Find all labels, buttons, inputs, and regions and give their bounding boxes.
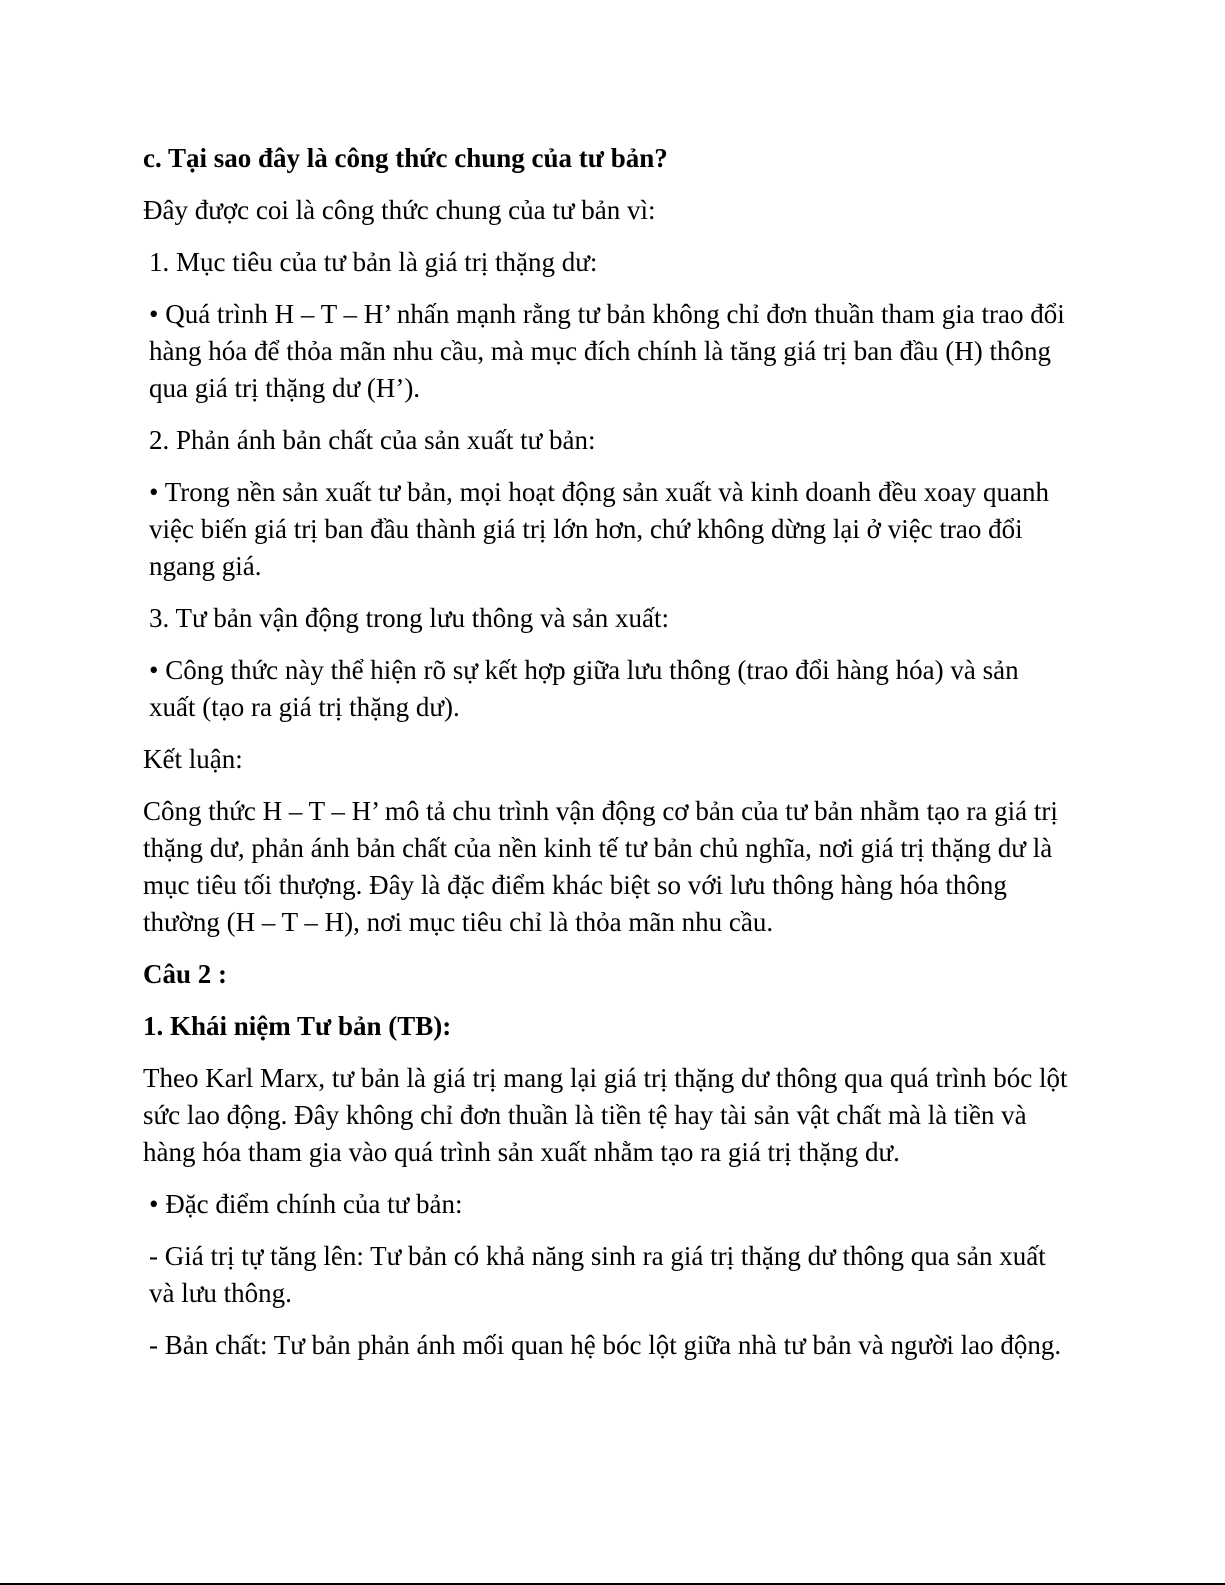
numbered-item-2: 2. Phản ánh bản chất của sản xuất tư bản: — [149, 425, 596, 455]
bullet-paragraph-3: • Công thức này thể hiện rõ sự kết hợp giữa lưu thông (trao đổi hàng hóa) và sản xuất (tạo ra giá trị thặng dư). — [149, 655, 1019, 722]
numbered-item-3: 3. Tư bản vận động trong lưu thông và sản xuất: — [149, 603, 669, 633]
document-body — [143, 140, 1068, 1379]
dash-item-value: - Giá trị tự tăng lên: Tư bản có khả năng sinh ra giá trị thặng dư thông qua sản xuất và lưu thông. — [149, 1241, 1046, 1308]
definition-paragraph: Theo Karl Marx, tư bản là giá trị mang lại giá trị thặng dư thông qua quá trình bóc lột sức lao động. Đây không chỉ đơn thuần là tiền tệ hay tài sản vật chất mà là tiền và hàng hóa tham gia vào quá trình sản xuất nhằm tạo ra giá trị thặng dư. — [143, 1063, 1068, 1167]
bullet-paragraph-1: • Quá trình H – T – H’ nhấn mạnh rằng tư bản không chỉ đơn thuần tham gia trao đổi hàng hóa để thỏa mãn nhu cầu, mà mục đích chính là tăng giá trị ban đầu (H) thông qua giá trị thặng dư (H’). — [149, 299, 1065, 403]
concept-heading: 1. Khái niệm Tư bản (TB): — [143, 1011, 452, 1041]
conclusion-paragraph: Công thức H – T – H’ mô tả chu trình vận động cơ bản của tư bản nhằm tạo ra giá trị thặng dư, phản ánh bản chất của nền kinh tế tư bản chủ nghĩa, nơi giá trị thặng dư là mục tiêu tối thượng. Đây là đặc điểm khác biệt so với lưu thông hàng hóa thông thường (H – T – H), nơi mục tiêu chỉ là thỏa mãn nhu cầu. — [143, 796, 1058, 937]
intro-paragraph: Đây được coi là công thức chung của tư bản vì: — [143, 195, 656, 225]
bullet-characteristics: • Đặc điểm chính của tư bản: — [149, 1189, 463, 1219]
section-heading-c: c. Tại sao đây là công thức chung của tư bản? — [143, 143, 668, 173]
dash-item-nature: - Bản chất: Tư bản phản ánh mối quan hệ bóc lột giữa nhà tư bản và người lao động. — [149, 1330, 1062, 1360]
conclusion-label: Kết luận: — [143, 744, 243, 774]
bullet-paragraph-2: • Trong nền sản xuất tư bản, mọi hoạt động sản xuất và kinh doanh đều xoay quanh việc biến giá trị ban đầu thành giá trị lớn hơn, chứ không dừng lại ở việc trao đổi ngang giá. — [149, 477, 1049, 581]
question-2-heading: Câu 2 : — [143, 959, 228, 989]
numbered-item-1: 1. Mục tiêu của tư bản là giá trị thặng dư: — [149, 247, 598, 277]
